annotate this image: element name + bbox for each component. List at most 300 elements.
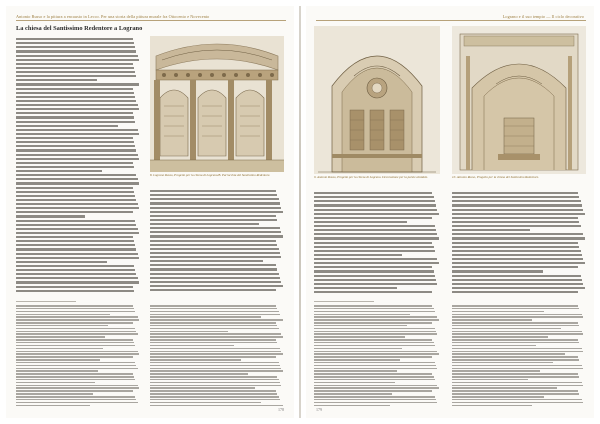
text-line xyxy=(150,393,277,395)
text-line xyxy=(16,71,135,73)
text-line xyxy=(150,331,228,333)
text-line xyxy=(16,277,138,279)
text-line xyxy=(150,273,279,275)
text-line xyxy=(150,316,261,318)
text-line xyxy=(452,233,583,235)
text-line xyxy=(452,250,581,252)
right-figure-1-caption: 9. Antonio Russo, Progetto per la chiesa di Lograno. Decorazione per la parete absidale. xyxy=(314,175,429,179)
text-line xyxy=(16,356,133,358)
text-line xyxy=(16,100,136,102)
text-line xyxy=(452,246,579,248)
text-line xyxy=(314,270,434,272)
text-line xyxy=(314,382,395,384)
text-line xyxy=(16,220,135,222)
text-line xyxy=(16,370,98,372)
text-line xyxy=(150,351,281,353)
text-line xyxy=(150,231,281,233)
right-running-head: Lograno e il suo tempio — Il ciclo decorativo xyxy=(502,14,584,19)
text-line xyxy=(16,170,102,172)
text-line xyxy=(16,368,138,370)
right-figure-2-caption: 10. Antonio Russo, Progetto per la chiesa del Santissimo Redentore. xyxy=(452,175,539,179)
text-line xyxy=(16,244,135,246)
right-page-right-column xyxy=(452,192,586,296)
text-line xyxy=(16,174,136,176)
text-line xyxy=(452,342,579,344)
text-line xyxy=(452,275,581,277)
text-line xyxy=(16,390,133,392)
text-line xyxy=(16,92,134,94)
text-line xyxy=(314,233,437,235)
text-line xyxy=(314,254,402,256)
text-line xyxy=(16,376,134,378)
text-line xyxy=(16,387,139,389)
text-line xyxy=(452,336,548,338)
text-line xyxy=(16,331,136,333)
text-line xyxy=(314,287,397,289)
apse-illustration xyxy=(314,26,440,174)
text-line xyxy=(16,319,139,321)
text-line xyxy=(16,399,136,401)
text-line xyxy=(452,325,579,327)
text-line xyxy=(16,211,133,213)
text-line xyxy=(150,325,277,327)
text-line xyxy=(314,291,432,293)
text-line xyxy=(16,215,85,217)
text-line xyxy=(150,219,277,221)
text-line xyxy=(452,209,583,211)
text-line xyxy=(16,38,133,40)
text-line xyxy=(452,331,582,333)
text-line xyxy=(150,256,281,258)
text-line xyxy=(452,305,578,307)
text-line xyxy=(16,314,110,316)
text-line xyxy=(16,154,138,156)
text-line xyxy=(150,264,276,266)
text-line xyxy=(314,405,390,407)
interior-illustration xyxy=(452,26,586,174)
text-line xyxy=(452,266,578,268)
text-line xyxy=(150,311,279,313)
text-line xyxy=(314,328,435,330)
text-line xyxy=(452,353,565,355)
text-line xyxy=(314,217,432,219)
text-line xyxy=(314,368,437,370)
text-line xyxy=(150,268,277,270)
text-line xyxy=(150,333,281,335)
text-line xyxy=(452,196,579,198)
text-line xyxy=(16,149,136,151)
text-line xyxy=(314,390,432,392)
text-line xyxy=(314,356,432,358)
text-line xyxy=(16,393,93,395)
text-line xyxy=(150,368,281,370)
text-line xyxy=(150,202,280,204)
text-line xyxy=(314,379,435,381)
text-line xyxy=(150,387,255,389)
text-line xyxy=(150,385,281,387)
text-line xyxy=(314,237,439,239)
text-line xyxy=(16,116,134,118)
text-line xyxy=(16,166,134,168)
text-line xyxy=(452,348,582,350)
text-line xyxy=(16,311,135,313)
text-line xyxy=(150,211,283,213)
text-line xyxy=(16,228,138,230)
text-line xyxy=(452,311,544,313)
text-line xyxy=(16,328,135,330)
text-line xyxy=(16,224,136,226)
text-line xyxy=(452,308,579,310)
text-line xyxy=(16,63,133,65)
text-line xyxy=(314,345,435,347)
text-line xyxy=(16,67,134,69)
text-line xyxy=(452,333,583,335)
text-line xyxy=(16,336,105,338)
text-line xyxy=(16,286,133,288)
text-line xyxy=(452,291,578,293)
text-line xyxy=(16,236,133,238)
text-line xyxy=(452,258,583,260)
text-line xyxy=(150,348,280,350)
text-line xyxy=(314,204,436,206)
text-line xyxy=(150,285,283,287)
right-footnotes-2 xyxy=(452,305,586,409)
text-line xyxy=(314,316,437,318)
text-line xyxy=(150,370,283,372)
text-line xyxy=(16,402,138,404)
text-line xyxy=(150,362,279,364)
text-line xyxy=(16,50,136,52)
text-line xyxy=(452,387,557,389)
text-line xyxy=(16,162,133,164)
text-line xyxy=(16,257,139,259)
text-line xyxy=(16,55,138,57)
church-vault-drawing xyxy=(150,36,284,172)
text-line xyxy=(16,83,139,85)
text-line xyxy=(150,227,280,229)
right-header-rule xyxy=(316,20,586,21)
left-figure-caption: 8. Lograno Russo, Progetto per la chiesa di Lograno/B. Parrocchia del Santissimo Redentore. xyxy=(150,173,271,177)
text-line xyxy=(314,387,439,389)
text-line xyxy=(16,145,135,147)
text-line xyxy=(314,365,436,367)
text-line xyxy=(150,345,234,347)
text-line xyxy=(150,405,283,407)
left-footnote-rule xyxy=(16,301,76,302)
text-line xyxy=(16,191,134,193)
text-line xyxy=(150,314,280,316)
text-line xyxy=(314,385,437,387)
text-line xyxy=(314,351,437,353)
text-line xyxy=(314,258,437,260)
text-line xyxy=(150,305,276,307)
text-line xyxy=(16,359,100,361)
text-line xyxy=(452,382,582,384)
text-line xyxy=(452,217,578,219)
text-line xyxy=(452,362,553,364)
text-line xyxy=(16,345,135,347)
text-line xyxy=(452,379,528,381)
right-footnotes xyxy=(314,305,440,409)
text-line xyxy=(314,200,435,202)
text-line xyxy=(452,229,530,231)
apse-elevation-drawing xyxy=(314,26,440,174)
text-line xyxy=(314,393,392,395)
text-line xyxy=(452,316,583,318)
right-page xyxy=(306,6,594,418)
text-line xyxy=(314,221,407,223)
text-line xyxy=(16,385,138,387)
text-line xyxy=(16,351,138,353)
text-line xyxy=(452,385,583,387)
text-line xyxy=(16,248,136,250)
text-line xyxy=(314,331,436,333)
text-line xyxy=(16,199,136,201)
text-line xyxy=(314,279,436,281)
text-line xyxy=(150,359,241,361)
text-line xyxy=(314,362,435,364)
right-folio: 179 xyxy=(316,407,322,412)
text-line xyxy=(452,262,585,264)
text-line xyxy=(452,370,540,372)
left-footnotes-2 xyxy=(150,305,284,409)
text-line xyxy=(16,75,136,77)
text-line xyxy=(314,308,434,310)
text-line xyxy=(452,328,561,330)
text-line xyxy=(150,277,280,279)
text-line xyxy=(150,399,280,401)
text-line xyxy=(150,244,277,246)
text-line xyxy=(452,351,583,353)
text-line xyxy=(16,121,135,123)
text-line xyxy=(452,242,578,244)
chapter-title: La chiesa del Santissimo Redentore a Lograno xyxy=(16,25,143,32)
text-line xyxy=(16,373,133,375)
text-line xyxy=(452,221,579,223)
text-line xyxy=(452,359,579,361)
text-line xyxy=(16,261,107,263)
text-line xyxy=(16,182,139,184)
text-line xyxy=(16,46,135,48)
text-line xyxy=(150,260,263,262)
text-line xyxy=(150,235,283,237)
text-line xyxy=(16,141,134,143)
text-line xyxy=(150,322,276,324)
right-page-left-column xyxy=(314,192,440,296)
text-line xyxy=(452,314,582,316)
text-line xyxy=(16,88,133,90)
text-line xyxy=(314,196,434,198)
text-line xyxy=(150,240,276,242)
text-line xyxy=(314,396,435,398)
text-line xyxy=(314,322,432,324)
text-line xyxy=(150,328,279,330)
text-line xyxy=(16,133,139,135)
text-line xyxy=(150,336,283,338)
text-line xyxy=(16,273,136,275)
text-line xyxy=(150,289,276,291)
text-line xyxy=(314,336,405,338)
text-line xyxy=(452,200,581,202)
text-line xyxy=(150,353,283,355)
text-line xyxy=(452,287,585,289)
text-line xyxy=(16,112,133,114)
text-line xyxy=(150,339,276,341)
text-line xyxy=(452,213,585,215)
left-page-right-column xyxy=(150,190,284,296)
text-line xyxy=(452,365,582,367)
text-line xyxy=(314,283,437,285)
left-folio: 178 xyxy=(278,407,284,412)
left-header-rule xyxy=(16,20,286,21)
text-line xyxy=(16,158,139,160)
text-line xyxy=(452,322,578,324)
text-line xyxy=(16,125,118,127)
text-line xyxy=(314,399,436,401)
text-line xyxy=(16,269,135,271)
text-line xyxy=(314,246,434,248)
text-line xyxy=(452,373,578,375)
text-line xyxy=(150,252,280,254)
text-line xyxy=(16,108,139,110)
text-line xyxy=(150,248,279,250)
text-line xyxy=(16,365,136,367)
left-column-text xyxy=(16,38,140,296)
text-line xyxy=(314,373,432,375)
text-line xyxy=(16,232,139,234)
text-line xyxy=(16,379,135,381)
text-line xyxy=(16,59,139,61)
text-line xyxy=(314,342,434,344)
text-line xyxy=(16,305,133,307)
text-line xyxy=(16,240,134,242)
text-line xyxy=(452,396,544,398)
text-line xyxy=(452,270,543,272)
text-line xyxy=(452,254,582,256)
text-line xyxy=(150,198,279,200)
text-line xyxy=(314,262,439,264)
text-line xyxy=(314,314,410,316)
text-line xyxy=(16,281,139,283)
text-line xyxy=(16,137,133,139)
text-line xyxy=(314,325,407,327)
text-line xyxy=(452,390,578,392)
text-line xyxy=(150,390,276,392)
text-line xyxy=(16,129,138,131)
text-line xyxy=(452,204,582,206)
text-line xyxy=(16,322,133,324)
text-line xyxy=(452,339,578,341)
text-line xyxy=(150,373,248,375)
text-line xyxy=(452,279,582,281)
text-line xyxy=(16,353,139,355)
text-line xyxy=(150,365,280,367)
text-line xyxy=(314,225,435,227)
text-line xyxy=(150,194,277,196)
text-line xyxy=(314,213,439,215)
text-line xyxy=(452,283,583,285)
text-line xyxy=(16,104,138,106)
text-line xyxy=(16,342,134,344)
text-line xyxy=(16,42,134,44)
text-line xyxy=(150,356,276,358)
text-line xyxy=(452,368,583,370)
text-line xyxy=(314,311,435,313)
text-line xyxy=(314,266,432,268)
text-line xyxy=(150,190,276,192)
text-line xyxy=(150,281,281,283)
left-running-head: Antonio Russo e la pittura a encausto in Lecco. Per una storia della pittura murale fra Ottocento e Novecento xyxy=(16,14,210,19)
text-line xyxy=(314,370,397,372)
text-line xyxy=(452,376,579,378)
text-line xyxy=(16,290,134,292)
text-line xyxy=(16,382,95,384)
text-line xyxy=(16,348,103,350)
text-line xyxy=(150,382,280,384)
text-line xyxy=(452,237,585,239)
text-line xyxy=(16,253,138,255)
text-line xyxy=(16,79,97,81)
text-line xyxy=(452,319,532,321)
text-line xyxy=(150,215,276,217)
text-line xyxy=(16,308,134,310)
text-line xyxy=(314,348,402,350)
text-line xyxy=(150,402,261,404)
text-line xyxy=(452,345,536,347)
text-line xyxy=(16,339,133,341)
text-line xyxy=(314,305,432,307)
text-line xyxy=(452,192,578,194)
text-line xyxy=(150,308,277,310)
text-line xyxy=(150,376,277,378)
text-line xyxy=(314,192,432,194)
text-line xyxy=(314,319,439,321)
text-line xyxy=(16,178,138,180)
text-line xyxy=(16,396,135,398)
text-line xyxy=(452,402,583,404)
text-line xyxy=(16,316,138,318)
text-line xyxy=(16,187,133,189)
text-line xyxy=(150,319,283,321)
text-line xyxy=(314,275,435,277)
text-line xyxy=(314,376,434,378)
text-line xyxy=(16,333,138,335)
text-line xyxy=(452,225,581,227)
right-footnote-rule xyxy=(314,301,374,302)
text-line xyxy=(16,96,135,98)
text-line xyxy=(314,242,432,244)
text-line xyxy=(314,250,435,252)
book-gutter xyxy=(299,6,301,418)
text-line xyxy=(16,195,135,197)
text-line xyxy=(452,399,582,401)
text-line xyxy=(150,223,259,225)
text-line xyxy=(314,209,437,211)
text-line xyxy=(150,396,279,398)
text-line xyxy=(16,203,138,205)
text-line xyxy=(314,402,437,404)
left-footnotes xyxy=(16,305,140,409)
text-line xyxy=(452,405,532,407)
text-line xyxy=(16,362,135,364)
text-line xyxy=(16,325,108,327)
text-line xyxy=(150,379,279,381)
text-line xyxy=(314,333,437,335)
text-line xyxy=(452,393,579,395)
text-line xyxy=(314,359,400,361)
text-line xyxy=(16,207,139,209)
church-interior-drawing xyxy=(452,26,586,174)
